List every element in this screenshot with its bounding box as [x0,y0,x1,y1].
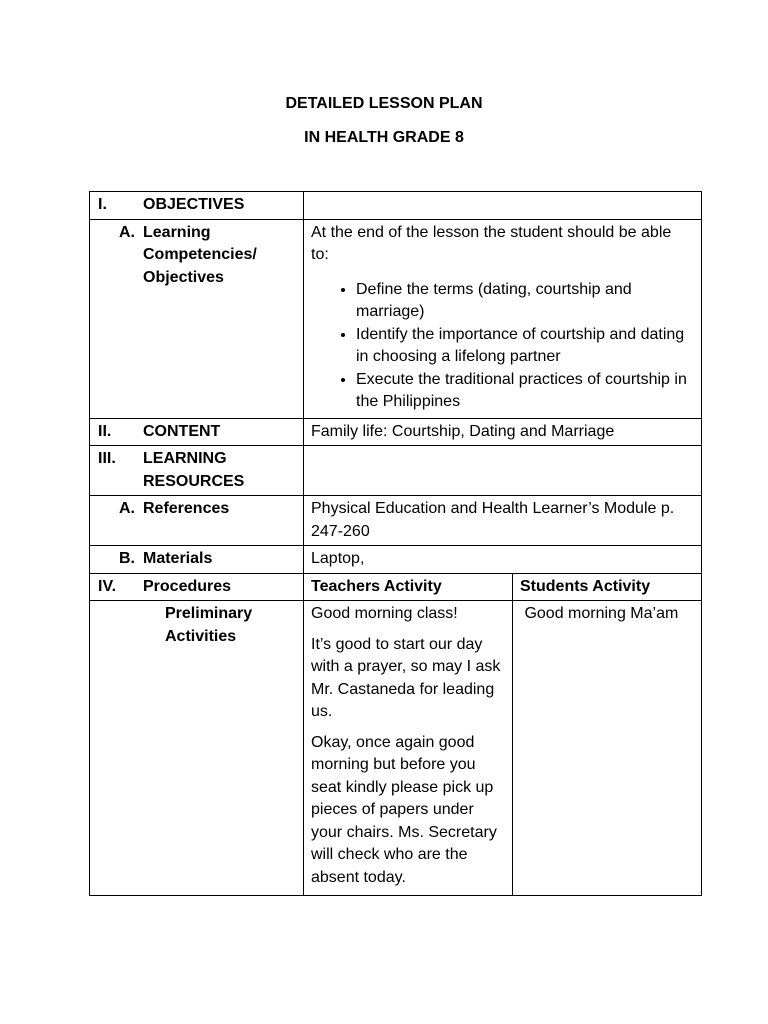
section-label: Procedures [143,577,232,595]
objectives-intro: At the end of the lesson the student should be able to: [311,223,672,263]
section-label: LEARNING RESOURCES [143,450,245,490]
materials-row [90,546,702,574]
teachers-activity-header: Teachers Activity [311,577,442,595]
section-label: OBJECTIVES [143,196,245,213]
preliminary-label: Preliminary Activities [165,605,253,645]
document-title: DETAILED LESSON PLAN [285,95,483,112]
students-activity-header: Students Activity [520,577,651,595]
subsection-label: References [143,500,230,517]
materials-value: Laptop, [311,550,365,567]
subsection-label: Materials [143,550,213,567]
subsection-letter: B. [119,550,135,567]
objective-item: • Identify the importance of courtship and dating in choosing a lifelong partner [356,324,693,369]
teacher-line: Good morning class! [311,605,458,622]
objectives-list [311,279,693,414]
content-value: Family life: Courtship, Dating and Marriage [311,422,615,440]
lesson-plan-table [89,191,702,896]
student-response: Good morning Ma’am [520,605,679,622]
teacher-line: Okay, once again good morning but before you seat kindly please pick up pieces of papers under your chairs. Ms. Secretary will check who are the absent today. [311,733,497,886]
content-row [90,418,702,446]
preliminary-row [90,601,702,896]
references-row [90,496,702,546]
objectives-row [90,192,702,220]
resources-row [90,446,702,496]
teacher-line: It’s good to start our day with a prayer, so may I ask Mr. Castaneda for leading us. [311,635,501,720]
section-number: II. [98,422,112,440]
objectives-label-cell [90,192,304,220]
learning-competencies-row [90,219,702,418]
subsection-letter: A. [119,223,135,241]
section-label: CONTENT [143,422,221,440]
objective-item: • Execute the traditional practices of courtship in the Philippines [356,369,693,414]
section-number: IV. [98,577,117,595]
objective-item: • Define the terms (dating, courtship and marriage) [356,279,693,324]
objectives-value-cell [304,192,702,220]
subsection-letter: A. [119,500,135,517]
section-number: III. [98,450,116,467]
subsection-label: Learning Competencies/ Objectives [143,223,257,286]
references-value: Physical Education and Health Learner’s Module p. 247-260 [311,500,675,540]
document-subtitle: IN HEALTH GRADE 8 [304,129,464,146]
section-number: I. [98,196,107,213]
procedures-header-row [90,573,702,601]
